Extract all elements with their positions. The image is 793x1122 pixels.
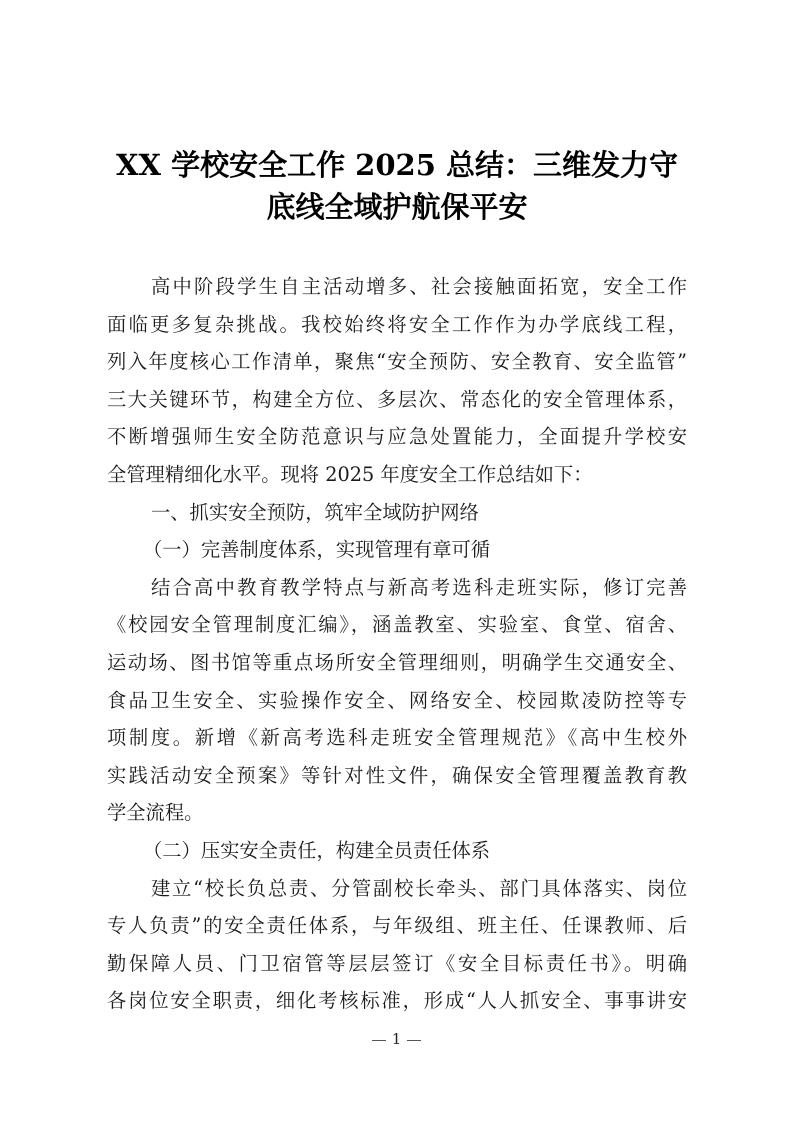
paragraph-line: 不断增强师生安全防范意识与应急处置能力，全面提升学校安 [107,425,687,449]
paragraph-line: 高中阶段学生自主活动增多、社会接触面拓宽，安全工作 [151,275,687,298]
paragraph-line: 《校园安全管理制度汇编》，涵盖教室、实验室、食堂、宿舍、 [107,613,687,637]
document-body [107,268,687,1020]
paragraph-line: 项制度。新增《新高考选科走班安全管理规范》《高中生校外 [107,726,687,750]
paragraph-line: 三大关键环节，构建全方位、多层次、常态化的安全管理体系， [107,387,687,411]
dash-left [372,1040,386,1041]
subsection-heading: （二）压实安全责任，构建全员责任体系 [143,838,491,862]
title-line-2: 底线全域护航保平安 [266,190,528,224]
title-line-1: XX 学校安全工作 2025 总结：三维发力守 [115,148,678,182]
page-footer [0,1030,793,1048]
paragraph-line: 食品卫生安全、实验操作安全、网络安全、校园欺凌防控等专 [107,688,687,712]
paragraph-line: 面临更多复杂挑战。我校始终将安全工作作为办学底线工程， [107,312,687,336]
dash-right [407,1040,421,1041]
paragraph-line: 全管理精细化水平。现将 2025 年度安全工作总结如下： [107,462,593,486]
paragraph-line: 结合高中教育教学特点与新高考选科走班实际，修订完善 [151,575,687,599]
paragraph-line: 专人负责”的安全责任体系，与年级组、班主任、任课教师、后 [107,914,687,938]
section-heading: 一、抓实安全预防，筑牢全域防护网络 [151,500,479,524]
paragraph-line: 勤保障人员、门卫宿管等层层签订《安全目标责任书》。明确 [107,951,687,975]
document-title [100,144,694,228]
paragraph-line: 各岗位安全职责，细化考核标准，形成“人人抓安全、事事讲安 [107,989,687,1013]
subsection-heading: （一）完善制度体系，实现管理有章可循 [143,538,491,562]
paragraph-line: 学全流程。 [107,801,204,825]
paragraph-line: 建立“校长负总责、分管副校长牵头、部门具体落实、岗位 [151,876,687,900]
paragraph-line: 列入年度核心工作清单，聚焦“安全预防、安全教育、安全监管” [107,350,687,374]
paragraph-line: 实践活动安全预案》等针对性文件，确保安全管理覆盖教育教 [107,763,687,787]
paragraph-line: 运动场、图书馆等重点场所安全管理细则，明确学生交通安全、 [107,650,687,674]
page-number: 1 [391,1030,402,1048]
